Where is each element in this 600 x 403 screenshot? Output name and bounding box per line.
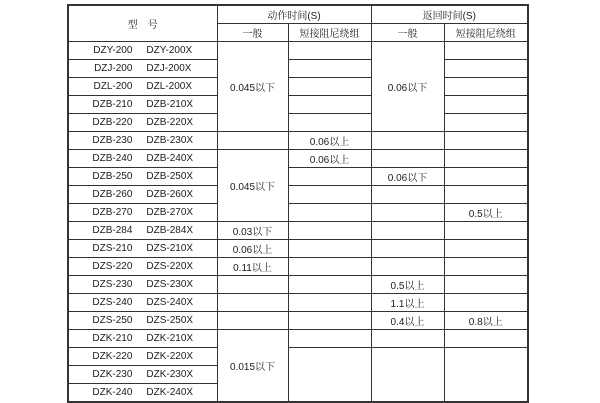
table-row bbox=[68, 222, 528, 240]
table-row bbox=[68, 96, 528, 114]
empty-cell bbox=[288, 78, 371, 96]
value-cell: 0.11以上 bbox=[217, 258, 288, 276]
empty-cell bbox=[444, 132, 528, 150]
model-cell: DZK-220 DZK-220X bbox=[68, 348, 217, 366]
empty-cell bbox=[444, 240, 528, 258]
empty-cell bbox=[288, 186, 371, 204]
table-row bbox=[68, 276, 528, 294]
empty-cell bbox=[217, 294, 288, 312]
header-return-general: 一般 bbox=[371, 24, 444, 42]
table-row bbox=[68, 168, 528, 186]
value-cell: 0.015以下 bbox=[217, 330, 288, 403]
table-row bbox=[68, 42, 528, 60]
table-row bbox=[68, 114, 528, 132]
table-row bbox=[68, 330, 528, 348]
value-cell: 0.8以上 bbox=[444, 312, 528, 330]
empty-cell bbox=[371, 204, 444, 222]
model-cell: DZK-230 DZK-230X bbox=[68, 366, 217, 384]
empty-cell bbox=[288, 330, 371, 348]
table-row bbox=[68, 258, 528, 276]
empty-cell bbox=[288, 60, 371, 78]
empty-cell bbox=[217, 312, 288, 330]
relay-time-spec-table bbox=[67, 4, 529, 403]
model-cell: DZS-240 DZS-240X bbox=[68, 294, 217, 312]
empty-cell bbox=[288, 294, 371, 312]
table-row bbox=[68, 348, 528, 366]
header-model: 型 号 bbox=[68, 5, 217, 42]
header-action-time: 动作时间(S) bbox=[217, 5, 371, 24]
empty-cell bbox=[288, 96, 371, 114]
table-row bbox=[68, 312, 528, 330]
empty-cell bbox=[371, 258, 444, 276]
empty-cell bbox=[444, 168, 528, 186]
empty-cell bbox=[444, 294, 528, 312]
empty-cell bbox=[288, 348, 371, 403]
empty-cell bbox=[371, 240, 444, 258]
empty-cell bbox=[288, 276, 371, 294]
table-row bbox=[68, 186, 528, 204]
value-cell: 0.045以下 bbox=[217, 42, 288, 132]
table-row bbox=[68, 132, 528, 150]
empty-cell bbox=[444, 348, 528, 403]
table-row bbox=[68, 78, 528, 96]
model-cell: DZJ-200 DZJ-200X bbox=[68, 60, 217, 78]
model-cell: DZK-210 DZK-210X bbox=[68, 330, 217, 348]
empty-cell bbox=[444, 258, 528, 276]
model-cell: DZS-250 DZS-250X bbox=[68, 312, 217, 330]
empty-cell bbox=[444, 60, 528, 78]
model-cell: DZB-284 DZB-284X bbox=[68, 222, 217, 240]
empty-cell bbox=[444, 114, 528, 132]
value-cell: 0.045以下 bbox=[217, 150, 288, 222]
value-cell: 0.4以上 bbox=[371, 312, 444, 330]
empty-cell bbox=[288, 114, 371, 132]
empty-cell bbox=[444, 330, 528, 348]
empty-cell bbox=[371, 348, 444, 403]
table-row bbox=[68, 240, 528, 258]
model-cell: DZB-240 DZB-240X bbox=[68, 150, 217, 168]
header-return-time: 返回时间(S) bbox=[371, 5, 528, 24]
empty-cell bbox=[217, 132, 288, 150]
table-row bbox=[68, 150, 528, 168]
empty-cell bbox=[444, 150, 528, 168]
empty-cell bbox=[371, 150, 444, 168]
value-cell: 1.1以上 bbox=[371, 294, 444, 312]
empty-cell bbox=[444, 96, 528, 114]
value-cell: 0.03以下 bbox=[217, 222, 288, 240]
model-cell: DZK-240 DZK-240X bbox=[68, 384, 217, 403]
model-cell: DZS-220 DZS-220X bbox=[68, 258, 217, 276]
header-action-general: 一般 bbox=[217, 24, 288, 42]
value-cell: 0.06以上 bbox=[288, 132, 371, 150]
value-cell: 0.06以上 bbox=[288, 150, 371, 168]
header-action-damping: 短接阻尼绕组 bbox=[288, 24, 371, 42]
value-cell: 0.06以下 bbox=[371, 168, 444, 186]
empty-cell bbox=[444, 42, 528, 60]
value-cell: 0.06以下 bbox=[371, 42, 444, 132]
header-row-1 bbox=[68, 5, 528, 24]
empty-cell bbox=[444, 186, 528, 204]
empty-cell bbox=[288, 42, 371, 60]
empty-cell bbox=[288, 168, 371, 186]
empty-cell bbox=[288, 240, 371, 258]
model-cell: DZL-200 DZL-200X bbox=[68, 78, 217, 96]
empty-cell bbox=[371, 330, 444, 348]
table-row bbox=[68, 294, 528, 312]
empty-cell bbox=[288, 222, 371, 240]
model-cell: DZB-260 DZB-260X bbox=[68, 186, 217, 204]
empty-cell bbox=[371, 222, 444, 240]
empty-cell bbox=[217, 276, 288, 294]
empty-cell bbox=[444, 222, 528, 240]
empty-cell bbox=[444, 276, 528, 294]
model-cell: DZB-250 DZB-250X bbox=[68, 168, 217, 186]
model-cell: DZB-270 DZB-270X bbox=[68, 204, 217, 222]
empty-cell bbox=[288, 258, 371, 276]
model-cell: DZB-220 DZB-220X bbox=[68, 114, 217, 132]
value-cell: 0.06以上 bbox=[217, 240, 288, 258]
empty-cell bbox=[371, 186, 444, 204]
empty-cell bbox=[371, 132, 444, 150]
value-cell: 0.5以上 bbox=[444, 204, 528, 222]
empty-cell bbox=[444, 78, 528, 96]
table-row bbox=[68, 204, 528, 222]
table-row bbox=[68, 60, 528, 78]
model-cell: DZB-210 DZB-210X bbox=[68, 96, 217, 114]
model-cell: DZS-210 DZS-210X bbox=[68, 240, 217, 258]
model-cell: DZY-200 DZY-200X bbox=[68, 42, 217, 60]
value-cell: 0.5以上 bbox=[371, 276, 444, 294]
model-cell: DZB-230 DZB-230X bbox=[68, 132, 217, 150]
model-cell: DZS-230 DZS-230X bbox=[68, 276, 217, 294]
empty-cell bbox=[288, 204, 371, 222]
empty-cell bbox=[288, 312, 371, 330]
header-return-damping: 短接阻尼绕组 bbox=[444, 24, 528, 42]
